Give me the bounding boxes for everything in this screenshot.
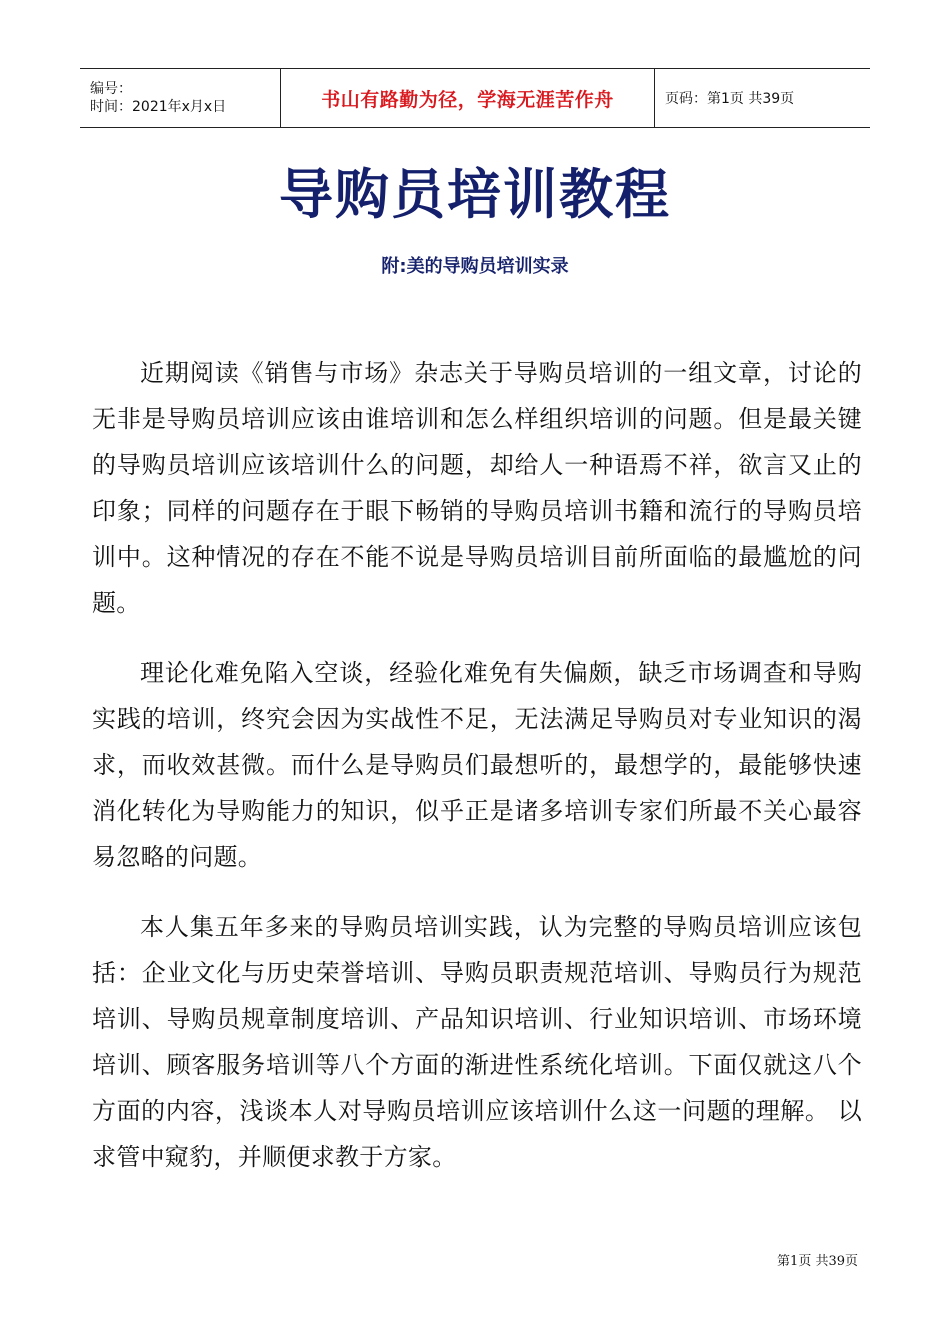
paragraph-1: 近期阅读《销售与市场》杂志关于导购员培训的一组文章，讨论的无非是导购员培训应该由谁培训和怎么样组织培训的问题。但是最关键的导购员培训应该培训什么的问题，却给人一种语焉不祥，欲言又止的印象；同样的问题存在于眼下畅销的导购员培训书籍和流行的导购员培训中。这种情况的存在不能不说是导购员培训目前所面临的最尴尬的问题。 xyxy=(92,359,862,617)
page-header xyxy=(80,68,870,128)
header-meta xyxy=(80,69,281,127)
header-motto-cell xyxy=(281,69,655,127)
header-motto: 书山有路勤为径，学海无涯苦作舟 xyxy=(321,88,614,111)
document-body xyxy=(92,350,862,1204)
header-page-info: 页码：第1页 共39页 xyxy=(665,91,795,107)
paragraph-2: 理论化难免陷入空谈，经验化难免有失偏颇，缺乏市场调查和导购实践的培训，终究会因为实战性不足，无法满足导购员对专业知识的渴求，而收效甚微。而什么是导购员们最想听的，最想学的，最能够快速消化转化为导购能力的知识，似乎正是诸多培训专家们所最不关心最容易忽略的问题。 xyxy=(92,659,862,871)
header-number-label: 编号： xyxy=(90,81,132,97)
document-subtitle: 附:美的导购员培训实录 xyxy=(381,256,569,277)
document-title: 导购员培训教程 xyxy=(279,163,671,226)
paragraph-3: 本人集五年多来的导购员培训实践，认为完整的导购员培训应该包括：企业文化与历史荣誉培训、导购员职责规范培训、导购员行为规范培训、导购员规章制度培训、产品知识培训、行业知识培训、市场环境培训、顾客服务培训等八个方面的渐进性系统化培训。下面仅就这八个方面的内容，浅谈本人对导购员培训应该培训什么这一问题的理解。 以求管中窥豹，并顺便求教于方家。 xyxy=(92,913,862,1171)
page-footer: 第1页 共39页 xyxy=(777,1254,858,1269)
header-date-label: 时间：2021年x月x日 xyxy=(90,99,227,115)
